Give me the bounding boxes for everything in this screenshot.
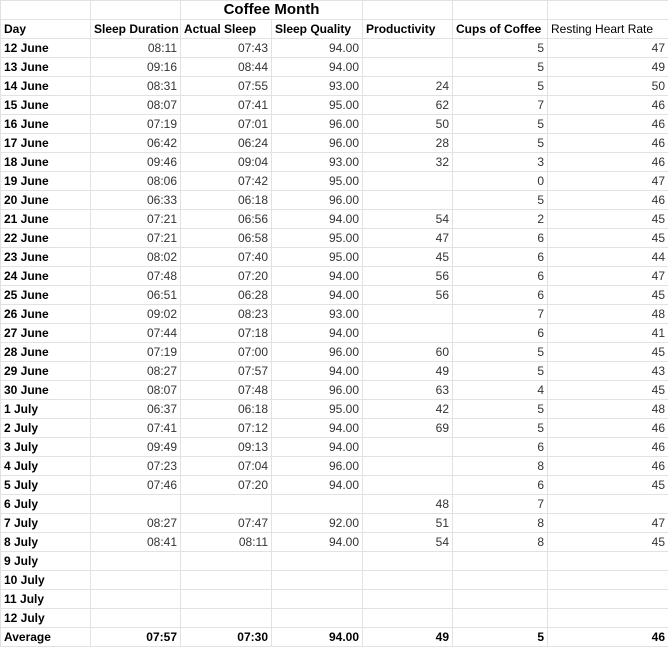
cell-actual-sleep[interactable]: 07:18	[181, 324, 272, 343]
cell-actual-sleep[interactable]: 07:47	[181, 514, 272, 533]
cell-sleep-duration[interactable]: 08:07	[91, 381, 181, 400]
cell-sleep-duration[interactable]: 08:31	[91, 77, 181, 96]
cell-day[interactable]: 29 June	[1, 362, 91, 381]
table-row	[1, 267, 668, 286]
cell-productivity[interactable]	[363, 39, 453, 58]
cell-productivity[interactable]	[363, 172, 453, 191]
cell-sleep-quality[interactable]: 95.00	[272, 172, 363, 191]
average-resting-heart-rate[interactable]: 46	[548, 628, 668, 647]
table-row	[1, 438, 668, 457]
cell-cups-of-coffee[interactable]: 5	[453, 419, 548, 438]
cell-productivity[interactable]: 24	[363, 77, 453, 96]
cell-actual-sleep[interactable]: 06:58	[181, 229, 272, 248]
cell-productivity[interactable]: 56	[363, 286, 453, 305]
cell-sleep-duration[interactable]: 09:02	[91, 305, 181, 324]
header-cell-day[interactable]: Day	[1, 20, 91, 39]
cell-sleep-quality[interactable]: 94.00	[272, 267, 363, 286]
cell-cups-of-coffee[interactable]: 6	[453, 438, 548, 457]
table-row	[1, 286, 668, 305]
cell-sleep-duration[interactable]: 08:41	[91, 533, 181, 552]
cell-sleep-quality[interactable]: 92.00	[272, 514, 363, 533]
cell-sleep-quality[interactable]: 96.00	[272, 115, 363, 134]
cell-actual-sleep[interactable]: 07:01	[181, 115, 272, 134]
cell-sleep-quality[interactable]: 94.00	[272, 362, 363, 381]
cell-actual-sleep[interactable]: 08:23	[181, 305, 272, 324]
cell-resting-heart-rate[interactable]: 46	[548, 115, 668, 134]
table-row	[1, 571, 668, 590]
cell-resting-heart-rate[interactable]	[548, 552, 668, 571]
table-row	[1, 210, 668, 229]
cell-sleep-duration[interactable]: 07:19	[91, 115, 181, 134]
cell-resting-heart-rate[interactable]	[548, 495, 668, 514]
cell-sleep-quality[interactable]: 95.00	[272, 400, 363, 419]
header-cell-sleep-duration[interactable]: Sleep Duration	[91, 20, 181, 39]
cell-actual-sleep[interactable]: 07:20	[181, 267, 272, 286]
cell-day[interactable]: 28 June	[1, 343, 91, 362]
cell-productivity[interactable]: 49	[363, 362, 453, 381]
cell-cups-of-coffee[interactable]: 8	[453, 514, 548, 533]
cell-sleep-duration[interactable]: 08:27	[91, 514, 181, 533]
cell-cups-of-coffee[interactable]: 5	[453, 191, 548, 210]
cell-sleep-duration[interactable]: 06:37	[91, 400, 181, 419]
cell-sleep-duration[interactable]: 07:21	[91, 210, 181, 229]
cell-productivity[interactable]: 69	[363, 419, 453, 438]
cell-cups-of-coffee[interactable]: 6	[453, 267, 548, 286]
cell-actual-sleep[interactable]: 07:40	[181, 248, 272, 267]
cell-productivity[interactable]	[363, 476, 453, 495]
table-row	[1, 77, 668, 96]
cell-day[interactable]: 6 July	[1, 495, 91, 514]
cell-sleep-quality[interactable]: 95.00	[272, 96, 363, 115]
cell-cups-of-coffee[interactable]: 6	[453, 248, 548, 267]
cell-day[interactable]: 22 June	[1, 229, 91, 248]
cell-resting-heart-rate[interactable]: 45	[548, 210, 668, 229]
cell-sleep-quality[interactable]: 96.00	[272, 134, 363, 153]
cell-cups-of-coffee[interactable]: 6	[453, 229, 548, 248]
cell-productivity[interactable]: 51	[363, 514, 453, 533]
cell-sleep-quality[interactable]	[272, 495, 363, 514]
cell-day[interactable]: 7 July	[1, 514, 91, 533]
cell-sleep-duration[interactable]: 08:02	[91, 248, 181, 267]
cell[interactable]	[1, 1, 91, 20]
cell-day[interactable]: 14 June	[1, 77, 91, 96]
table-row	[1, 533, 668, 552]
cell-cups-of-coffee[interactable]: 5	[453, 362, 548, 381]
cell-cups-of-coffee[interactable]: 4	[453, 381, 548, 400]
cell-day[interactable]: 21 June	[1, 210, 91, 229]
cell-day[interactable]: 12 July	[1, 609, 91, 628]
cell-cups-of-coffee[interactable]: 5	[453, 58, 548, 77]
cell-productivity[interactable]: 28	[363, 134, 453, 153]
cell-productivity[interactable]	[363, 324, 453, 343]
cell-sleep-quality[interactable]: 94.00	[272, 39, 363, 58]
cell-resting-heart-rate[interactable]: 45	[548, 381, 668, 400]
table-row	[1, 58, 668, 77]
cell-actual-sleep[interactable]: 09:13	[181, 438, 272, 457]
cell[interactable]	[548, 1, 668, 20]
cell-sleep-duration[interactable]	[91, 590, 181, 609]
cell-cups-of-coffee[interactable]: 2	[453, 210, 548, 229]
table-row	[1, 229, 668, 248]
cell-day[interactable]: 25 June	[1, 286, 91, 305]
cell-cups-of-coffee[interactable]	[453, 590, 548, 609]
average-actual-sleep[interactable]: 07:30	[181, 628, 272, 647]
cell-sleep-quality[interactable]: 94.00	[272, 533, 363, 552]
cell-productivity[interactable]: 54	[363, 533, 453, 552]
cell-productivity[interactable]	[363, 58, 453, 77]
cell-cups-of-coffee[interactable]	[453, 609, 548, 628]
cell-sleep-quality[interactable]	[272, 590, 363, 609]
cell-actual-sleep[interactable]: 06:24	[181, 134, 272, 153]
cell-productivity[interactable]: 62	[363, 96, 453, 115]
table-row	[1, 96, 668, 115]
cell-resting-heart-rate[interactable]: 47	[548, 39, 668, 58]
cell-actual-sleep[interactable]: 06:18	[181, 400, 272, 419]
cell-day[interactable]: 17 June	[1, 134, 91, 153]
cell-resting-heart-rate[interactable]: 44	[548, 248, 668, 267]
table-row	[1, 514, 668, 533]
cell-actual-sleep[interactable]: 06:28	[181, 286, 272, 305]
cell-day[interactable]: 20 June	[1, 191, 91, 210]
cell-resting-heart-rate[interactable]: 47	[548, 267, 668, 286]
cell-resting-heart-rate[interactable]: 46	[548, 96, 668, 115]
cell-productivity[interactable]: 60	[363, 343, 453, 362]
cell-actual-sleep[interactable]	[181, 571, 272, 590]
cell-cups-of-coffee[interactable]: 6	[453, 286, 548, 305]
cell-productivity[interactable]: 45	[363, 248, 453, 267]
cell-sleep-duration[interactable]: 06:42	[91, 134, 181, 153]
header-cell-sleep-quality[interactable]: Sleep Quality	[272, 20, 363, 39]
cell-resting-heart-rate[interactable]: 45	[548, 286, 668, 305]
cell-sleep-quality[interactable]: 95.00	[272, 248, 363, 267]
cell-sleep-duration[interactable]: 07:19	[91, 343, 181, 362]
cell-day[interactable]: 19 June	[1, 172, 91, 191]
cell-sleep-duration[interactable]: 06:51	[91, 286, 181, 305]
cell-sleep-duration[interactable]	[91, 495, 181, 514]
cell-actual-sleep[interactable]: 07:20	[181, 476, 272, 495]
table-row	[1, 362, 668, 381]
cell-productivity[interactable]	[363, 571, 453, 590]
cell-day[interactable]: 5 July	[1, 476, 91, 495]
cell-day[interactable]: 11 July	[1, 590, 91, 609]
cell-resting-heart-rate[interactable]: 48	[548, 305, 668, 324]
cell-cups-of-coffee[interactable]: 7	[453, 495, 548, 514]
cell-sleep-duration[interactable]: 08:11	[91, 39, 181, 58]
table-row	[1, 134, 668, 153]
cell-actual-sleep[interactable]	[181, 552, 272, 571]
cell-sleep-duration[interactable]: 07:48	[91, 267, 181, 286]
cell-resting-heart-rate[interactable]	[548, 571, 668, 590]
cell-day[interactable]: 2 July	[1, 419, 91, 438]
cell-cups-of-coffee[interactable]	[453, 552, 548, 571]
cell-day[interactable]: 26 June	[1, 305, 91, 324]
cell-day[interactable]: 24 June	[1, 267, 91, 286]
cell-actual-sleep[interactable]	[181, 590, 272, 609]
cell-productivity[interactable]	[363, 552, 453, 571]
cell-productivity[interactable]	[363, 305, 453, 324]
cell-sleep-duration[interactable]: 09:49	[91, 438, 181, 457]
cell-sleep-quality[interactable]: 96.00	[272, 457, 363, 476]
average-sleep-quality[interactable]: 94.00	[272, 628, 363, 647]
cell-resting-heart-rate[interactable]: 45	[548, 343, 668, 362]
cell-resting-heart-rate[interactable]: 46	[548, 438, 668, 457]
cell-productivity[interactable]: 48	[363, 495, 453, 514]
header-cell-cups-of-coffee[interactable]: Cups of Coffee	[453, 20, 548, 39]
cell-sleep-duration[interactable]	[91, 552, 181, 571]
cell-sleep-duration[interactable]: 07:44	[91, 324, 181, 343]
average-row	[1, 628, 668, 647]
table-row	[1, 457, 668, 476]
cell-day[interactable]: 12 June	[1, 39, 91, 58]
cell-resting-heart-rate[interactable]: 46	[548, 153, 668, 172]
cell-sleep-quality[interactable]: 94.00	[272, 324, 363, 343]
cell-sleep-quality[interactable]: 95.00	[272, 229, 363, 248]
cell-actual-sleep[interactable]: 08:11	[181, 533, 272, 552]
table-row	[1, 590, 668, 609]
cell-cups-of-coffee[interactable]	[453, 571, 548, 590]
cell-resting-heart-rate[interactable]: 46	[548, 134, 668, 153]
cell-sleep-duration[interactable]: 08:07	[91, 96, 181, 115]
cell-day[interactable]: 23 June	[1, 248, 91, 267]
cell-cups-of-coffee[interactable]: 7	[453, 305, 548, 324]
cell-sleep-duration[interactable]	[91, 571, 181, 590]
cell-cups-of-coffee[interactable]: 7	[453, 96, 548, 115]
cell-day[interactable]: 30 June	[1, 381, 91, 400]
cell-day[interactable]: 8 July	[1, 533, 91, 552]
cell-actual-sleep[interactable]	[181, 495, 272, 514]
cell-productivity[interactable]: 50	[363, 115, 453, 134]
cell-sleep-duration[interactable]: 07:23	[91, 457, 181, 476]
cell-day[interactable]: 10 July	[1, 571, 91, 590]
cell-actual-sleep[interactable]: 07:43	[181, 39, 272, 58]
cell-actual-sleep[interactable]: 07:42	[181, 172, 272, 191]
table-row	[1, 476, 668, 495]
cell-sleep-duration[interactable]: 08:06	[91, 172, 181, 191]
cell-sleep-quality[interactable]: 93.00	[272, 77, 363, 96]
cell-sleep-quality[interactable]: 96.00	[272, 343, 363, 362]
table-row	[1, 153, 668, 172]
cell-sleep-quality[interactable]	[272, 609, 363, 628]
cell-sleep-quality[interactable]: 94.00	[272, 476, 363, 495]
cell-sleep-quality[interactable]: 94.00	[272, 286, 363, 305]
cell-productivity[interactable]: 47	[363, 229, 453, 248]
cell-resting-heart-rate[interactable]	[548, 609, 668, 628]
cell-sleep-quality[interactable]: 93.00	[272, 305, 363, 324]
cell-sleep-quality[interactable]: 96.00	[272, 381, 363, 400]
cell-cups-of-coffee[interactable]: 5	[453, 400, 548, 419]
cell-cups-of-coffee[interactable]: 0	[453, 172, 548, 191]
cell-cups-of-coffee[interactable]: 5	[453, 39, 548, 58]
cell-sleep-duration[interactable]: 09:16	[91, 58, 181, 77]
cell-day[interactable]: 4 July	[1, 457, 91, 476]
cell-actual-sleep[interactable]: 07:55	[181, 77, 272, 96]
cell-actual-sleep[interactable]: 07:12	[181, 419, 272, 438]
average-cups-of-coffee[interactable]: 5	[453, 628, 548, 647]
cell-productivity[interactable]	[363, 609, 453, 628]
cell-resting-heart-rate[interactable]: 48	[548, 400, 668, 419]
cell-actual-sleep[interactable]: 07:57	[181, 362, 272, 381]
cell-productivity[interactable]	[363, 590, 453, 609]
cell-productivity[interactable]	[363, 457, 453, 476]
cell-productivity[interactable]	[363, 438, 453, 457]
cell-day[interactable]: 15 June	[1, 96, 91, 115]
cell-day[interactable]: 16 June	[1, 115, 91, 134]
cell-resting-heart-rate[interactable]: 50	[548, 77, 668, 96]
cell-resting-heart-rate[interactable]: 47	[548, 172, 668, 191]
table-row	[1, 381, 668, 400]
cell-sleep-duration[interactable]	[91, 609, 181, 628]
cell-actual-sleep[interactable]: 06:18	[181, 191, 272, 210]
cell-actual-sleep[interactable]: 07:41	[181, 96, 272, 115]
cell-actual-sleep[interactable]: 06:56	[181, 210, 272, 229]
cell-sleep-quality[interactable]	[272, 571, 363, 590]
cell-resting-heart-rate[interactable]: 46	[548, 457, 668, 476]
cell-sleep-duration[interactable]: 07:21	[91, 229, 181, 248]
cell-resting-heart-rate[interactable]: 49	[548, 58, 668, 77]
cell-cups-of-coffee[interactable]: 8	[453, 457, 548, 476]
cell-sleep-quality[interactable]: 94.00	[272, 58, 363, 77]
header-cell-productivity[interactable]: Productivity	[363, 20, 453, 39]
cell-resting-heart-rate[interactable]: 41	[548, 324, 668, 343]
cell[interactable]	[363, 1, 453, 20]
average-label[interactable]: Average	[1, 628, 91, 647]
cell-cups-of-coffee[interactable]: 6	[453, 324, 548, 343]
cell-cups-of-coffee[interactable]: 6	[453, 476, 548, 495]
cell-productivity[interactable]: 42	[363, 400, 453, 419]
table-row	[1, 191, 668, 210]
cell-resting-heart-rate[interactable]: 46	[548, 191, 668, 210]
table-row	[1, 552, 668, 571]
average-sleep-duration[interactable]: 07:57	[91, 628, 181, 647]
cell-productivity[interactable]	[363, 191, 453, 210]
cell-sleep-duration[interactable]: 07:46	[91, 476, 181, 495]
table-row	[1, 248, 668, 267]
table-row	[1, 324, 668, 343]
cell[interactable]	[91, 1, 181, 20]
cell-day[interactable]: 3 July	[1, 438, 91, 457]
cell-sleep-duration[interactable]: 09:46	[91, 153, 181, 172]
cell-sleep-quality[interactable]: 96.00	[272, 191, 363, 210]
header-cell-actual-sleep[interactable]: Actual Sleep	[181, 20, 272, 39]
cell-sleep-quality[interactable]: 93.00	[272, 153, 363, 172]
table-row	[1, 39, 668, 58]
cell-productivity[interactable]: 56	[363, 267, 453, 286]
cell-cups-of-coffee[interactable]: 5	[453, 115, 548, 134]
table-row	[1, 419, 668, 438]
cell[interactable]	[453, 1, 548, 20]
cell-sleep-duration[interactable]: 06:33	[91, 191, 181, 210]
cell-day[interactable]: 9 July	[1, 552, 91, 571]
cell-actual-sleep[interactable]: 07:04	[181, 457, 272, 476]
cell-resting-heart-rate[interactable]: 45	[548, 476, 668, 495]
header-cell-resting-heart-rate[interactable]: Resting Heart Rate	[548, 20, 668, 39]
cell-actual-sleep[interactable]: 07:00	[181, 343, 272, 362]
cell-cups-of-coffee[interactable]: 5	[453, 343, 548, 362]
cell-day[interactable]: 13 June	[1, 58, 91, 77]
cell-actual-sleep[interactable]: 07:48	[181, 381, 272, 400]
cell-cups-of-coffee[interactable]: 8	[453, 533, 548, 552]
cell-day[interactable]: 1 July	[1, 400, 91, 419]
cell-sleep-duration[interactable]: 07:41	[91, 419, 181, 438]
header-row	[1, 20, 668, 39]
cell-productivity[interactable]: 32	[363, 153, 453, 172]
cell-resting-heart-rate[interactable]: 45	[548, 533, 668, 552]
cell-actual-sleep[interactable]	[181, 609, 272, 628]
table-row	[1, 115, 668, 134]
title-row	[1, 1, 668, 20]
cell-productivity[interactable]: 54	[363, 210, 453, 229]
cell-sleep-quality[interactable]: 94.00	[272, 419, 363, 438]
table-row	[1, 609, 668, 628]
cell-resting-heart-rate[interactable]: 43	[548, 362, 668, 381]
cell-productivity[interactable]: 63	[363, 381, 453, 400]
cell-sleep-quality[interactable]	[272, 552, 363, 571]
average-productivity[interactable]: 49	[363, 628, 453, 647]
cell-day[interactable]: 18 June	[1, 153, 91, 172]
cell-resting-heart-rate[interactable]: 47	[548, 514, 668, 533]
cell-resting-heart-rate[interactable]: 45	[548, 229, 668, 248]
table-row	[1, 343, 668, 362]
cell-day[interactable]: 27 June	[1, 324, 91, 343]
table-row	[1, 305, 668, 324]
cell-cups-of-coffee[interactable]: 3	[453, 153, 548, 172]
cell-cups-of-coffee[interactable]: 5	[453, 77, 548, 96]
table-row	[1, 400, 668, 419]
cell-sleep-duration[interactable]: 08:27	[91, 362, 181, 381]
cell-resting-heart-rate[interactable]: 46	[548, 419, 668, 438]
cell-actual-sleep[interactable]: 09:04	[181, 153, 272, 172]
sheet-title[interactable]: Coffee Month	[181, 1, 363, 20]
table-row	[1, 495, 668, 514]
cell-actual-sleep[interactable]: 08:44	[181, 58, 272, 77]
cell-sleep-quality[interactable]: 94.00	[272, 438, 363, 457]
cell-cups-of-coffee[interactable]: 5	[453, 134, 548, 153]
cell-sleep-quality[interactable]: 94.00	[272, 210, 363, 229]
cell-resting-heart-rate[interactable]	[548, 590, 668, 609]
table-row	[1, 172, 668, 191]
